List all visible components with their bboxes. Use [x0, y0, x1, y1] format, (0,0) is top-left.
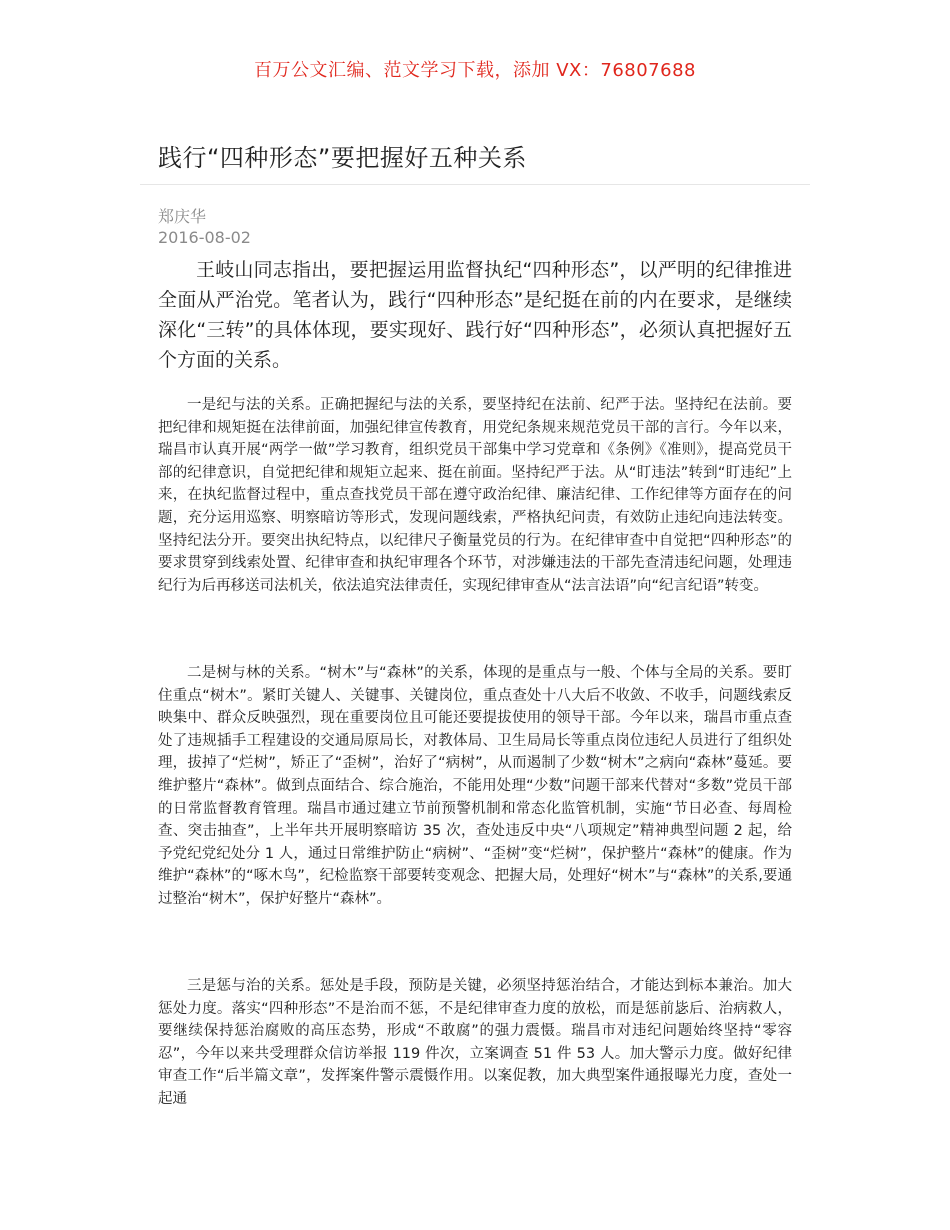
article-lead-paragraph: 王岐山同志指出，要把握运用监督执纪“四种形态”，以严明的纪律推进全面从严治党。笔者认为，践行“四种形态”是纪挺在前的内在要求，是继续深化“三转”的具体体现，要实现好、践行好“四种形态”，必须认真把握好五个方面的关系。 [158, 259, 792, 371]
article-title: 践行“四种形态”要把握好五种关系 [158, 144, 527, 172]
article-author: 郑庆华 [158, 207, 207, 226]
section-paragraph-discipline-law: 一是纪与法的关系。正确把握纪与法的关系，要坚持纪在法前、纪严于法。坚持纪在法前。要把纪律和规矩挺在法律前面，加强纪律宣传教育，用党纪条规来规范党员干部的言行。今年以来，瑞昌市认真开展“两学一做”学习教育，组织党员干部集中学习党章和《条例》《准则》，提高党员干部的纪律意识，自觉把纪律和规矩立起来、挺在前面。坚持纪严于法。从“盯违法”转到“盯违纪”上来，在执纪监督过程中，重点查找党员干部在遵守政治纪律、廉洁纪律、工作纪律等方面存在的问题，充分运用巡察、明察暗访等形式，发现问题线索，严格执纪问责，有效防止违纪向违法转变。坚持纪法分开。要突出执纪特点，以纪律尺子衡量党员的行为。在纪律审查中自觉把“四种形态”的要求贯穿到线索处置、纪律审查和执纪审理各个环节，对涉嫌违法的干部先查清违纪问题，处理违纪行为后再移送司法机关，依法追究法律责任，实现纪律审查从“法言法语”向“纪言纪语”转变。 [158, 397, 792, 594]
section-paragraph-tree-forest: 二是树与林的关系。“树木”与“森林”的关系，体现的是重点与一般、个体与全局的关系。要盯住重点“树木”。紧盯关键人、关键事、关键岗位，重点查处十八大后不收敛、不收手，问题线索反映集中、群众反映强烈，现在重要岗位且可能还要提拔使用的领导干部。今年以来，瑞昌市重点查处了违规插手工程建设的交通局原局长，对教体局、卫生局局长等重点岗位违纪人员进行了组织处理，拔掉了“烂树”，矫正了“歪树”，治好了“病树”，从而遏制了少数“树木”之病向“森林”蔓延。要维护整片“森林”。做到点面结合、综合施治，不能用处理“少数”问题干部来代替对“多数”党员干部的日常监督教育管理。瑞昌市通过建立节前预警机制和常态化监管机制，实施“节日必查、每周检查、突击抽查”，上半年共开展明察暗访 35 次，查处违反中央“八项规定”精神典型问题 2 起，给予党纪党纪处分 1 人，通过日常维护防止“病树”、“歪树”变“烂树”，保护整片“森林”的健康。作为维护“森林”的“啄木鸟”，纪检监察干部要转变观念、把握大局，处理好“树木”与“森林”的关系,要通过整治“树木”，保护好整片“森林”。 [158, 665, 792, 907]
section-paragraph-punish-govern: 三是惩与治的关系。惩处是手段，预防是关键，必须坚持惩治结合，才能达到标本兼治。加大惩处力度。落实“四种形态”不是治而不惩，不是纪律审查力度的放松，而是惩前毖后、治病救人，要继续保持惩治腐败的高压态势，形成“不敢腐”的强力震慑。瑞昌市对违纪问题始终坚持“零容忍”，今年以来共受理群众信访举报 119 件次，立案调查 51 件 53 人。加大警示力度。做好纪律审查工作“后半篇文章”，发挥案件警示震慑作用。以案促教，加大典型案件通报曝光力度，查处一起通 [158, 978, 792, 1107]
title-divider [140, 184, 810, 185]
promo-banner: 百万公文汇编、范文学习下载，添加 VX：76807688 [254, 60, 696, 81]
article-date: 2016-08-02 [158, 228, 251, 247]
